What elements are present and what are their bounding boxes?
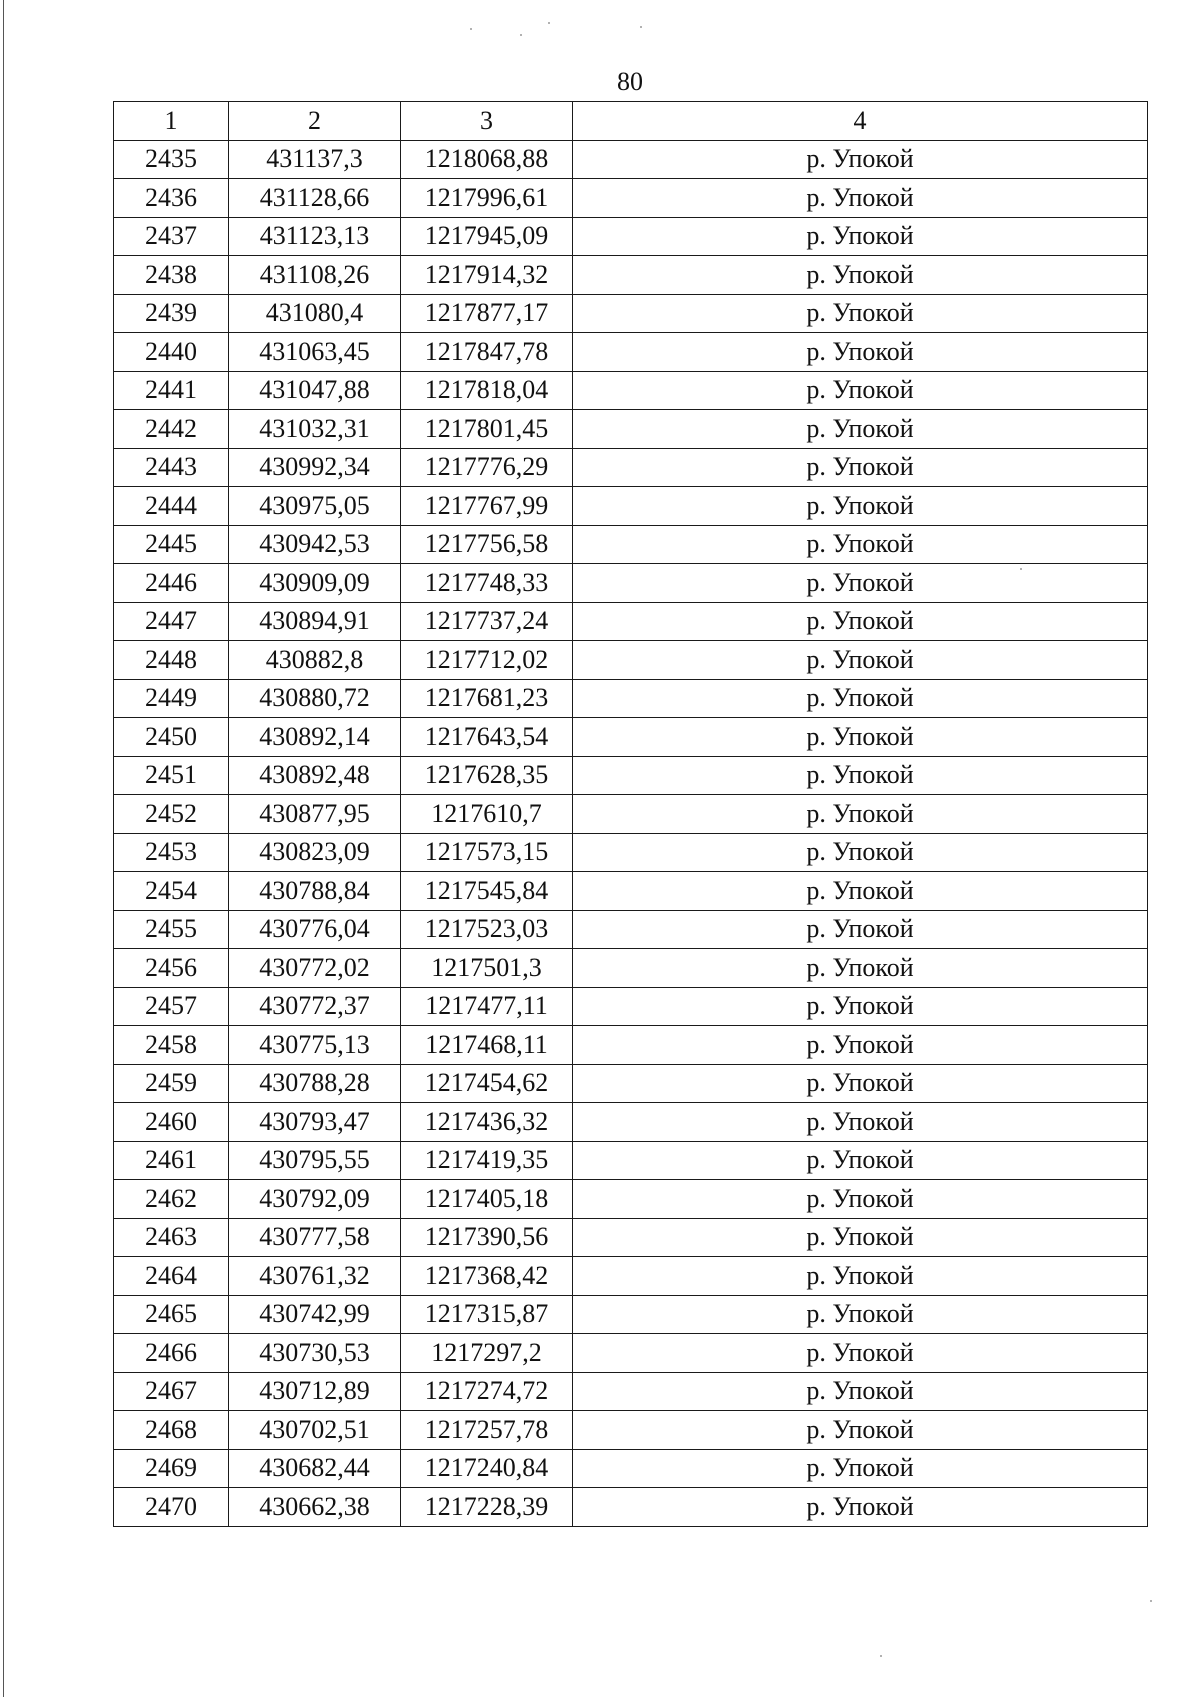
cell-description: р. Упокой bbox=[573, 641, 1148, 680]
table-row bbox=[114, 371, 1148, 410]
cell-y-coordinate: 1217628,35 bbox=[401, 756, 573, 795]
cell-description: р. Упокой bbox=[573, 1372, 1148, 1411]
cell-x-coordinate: 430975,05 bbox=[229, 487, 401, 526]
cell-y-coordinate: 1217610,7 bbox=[401, 795, 573, 834]
cell-description: р. Упокой bbox=[573, 987, 1148, 1026]
header-cell-description: 4 bbox=[573, 102, 1148, 141]
coordinates-table bbox=[113, 101, 1148, 1527]
cell-x-coordinate: 430880,72 bbox=[229, 679, 401, 718]
cell-point-number: 2456 bbox=[114, 949, 229, 988]
cell-y-coordinate: 1218068,88 bbox=[401, 140, 573, 179]
table-row bbox=[114, 1411, 1148, 1450]
cell-description: р. Упокой bbox=[573, 1488, 1148, 1527]
cell-description: р. Упокой bbox=[573, 140, 1148, 179]
table-row bbox=[114, 756, 1148, 795]
cell-x-coordinate: 430702,51 bbox=[229, 1411, 401, 1450]
table-row bbox=[114, 833, 1148, 872]
cell-point-number: 2448 bbox=[114, 641, 229, 680]
page-number: 80 bbox=[617, 67, 643, 96]
table-row bbox=[114, 410, 1148, 449]
table-row bbox=[114, 1334, 1148, 1373]
cell-description: р. Упокой bbox=[573, 1026, 1148, 1065]
table-row bbox=[114, 217, 1148, 256]
cell-x-coordinate: 431108,26 bbox=[229, 256, 401, 295]
cell-y-coordinate: 1217436,32 bbox=[401, 1103, 573, 1142]
table-row bbox=[114, 1372, 1148, 1411]
cell-y-coordinate: 1217748,33 bbox=[401, 564, 573, 603]
cell-description: р. Упокой bbox=[573, 1334, 1148, 1373]
table-row bbox=[114, 910, 1148, 949]
cell-x-coordinate: 430877,95 bbox=[229, 795, 401, 834]
cell-x-coordinate: 430882,8 bbox=[229, 641, 401, 680]
table-row bbox=[114, 1103, 1148, 1142]
table-row bbox=[114, 987, 1148, 1026]
cell-point-number: 2468 bbox=[114, 1411, 229, 1450]
cell-description: р. Упокой bbox=[573, 756, 1148, 795]
cell-y-coordinate: 1217847,78 bbox=[401, 333, 573, 372]
cell-point-number: 2446 bbox=[114, 564, 229, 603]
scan-speck bbox=[520, 34, 522, 36]
cell-point-number: 2461 bbox=[114, 1141, 229, 1180]
cell-y-coordinate: 1217643,54 bbox=[401, 718, 573, 757]
scan-speck bbox=[640, 26, 642, 28]
cell-point-number: 2443 bbox=[114, 448, 229, 487]
table-row bbox=[114, 1488, 1148, 1527]
cell-description: р. Упокой bbox=[573, 487, 1148, 526]
cell-x-coordinate: 430788,84 bbox=[229, 872, 401, 911]
table-row bbox=[114, 1064, 1148, 1103]
table-row bbox=[114, 1141, 1148, 1180]
cell-x-coordinate: 430792,09 bbox=[229, 1180, 401, 1219]
cell-description: р. Упокой bbox=[573, 1218, 1148, 1257]
cell-y-coordinate: 1217315,87 bbox=[401, 1295, 573, 1334]
cell-description: р. Упокой bbox=[573, 371, 1148, 410]
cell-y-coordinate: 1217501,3 bbox=[401, 949, 573, 988]
cell-y-coordinate: 1217368,42 bbox=[401, 1257, 573, 1296]
cell-description: р. Упокой bbox=[573, 410, 1148, 449]
table-row bbox=[114, 872, 1148, 911]
cell-y-coordinate: 1217681,23 bbox=[401, 679, 573, 718]
cell-y-coordinate: 1217405,18 bbox=[401, 1180, 573, 1219]
cell-point-number: 2458 bbox=[114, 1026, 229, 1065]
cell-point-number: 2435 bbox=[114, 140, 229, 179]
cell-y-coordinate: 1217801,45 bbox=[401, 410, 573, 449]
cell-point-number: 2441 bbox=[114, 371, 229, 410]
table-row bbox=[114, 1218, 1148, 1257]
cell-x-coordinate: 431137,3 bbox=[229, 140, 401, 179]
cell-description: р. Упокой bbox=[573, 564, 1148, 603]
cell-x-coordinate: 430795,55 bbox=[229, 1141, 401, 1180]
cell-point-number: 2450 bbox=[114, 718, 229, 757]
cell-x-coordinate: 430761,32 bbox=[229, 1257, 401, 1296]
cell-point-number: 2439 bbox=[114, 294, 229, 333]
cell-description: р. Упокой bbox=[573, 795, 1148, 834]
table-row bbox=[114, 795, 1148, 834]
cell-x-coordinate: 431047,88 bbox=[229, 371, 401, 410]
cell-point-number: 2451 bbox=[114, 756, 229, 795]
cell-y-coordinate: 1217274,72 bbox=[401, 1372, 573, 1411]
cell-x-coordinate: 430909,09 bbox=[229, 564, 401, 603]
cell-description: р. Упокой bbox=[573, 872, 1148, 911]
cell-x-coordinate: 430775,13 bbox=[229, 1026, 401, 1065]
cell-x-coordinate: 430892,48 bbox=[229, 756, 401, 795]
cell-x-coordinate: 430742,99 bbox=[229, 1295, 401, 1334]
cell-description: р. Упокой bbox=[573, 217, 1148, 256]
cell-y-coordinate: 1217767,99 bbox=[401, 487, 573, 526]
cell-x-coordinate: 430892,14 bbox=[229, 718, 401, 757]
cell-description: р. Упокой bbox=[573, 1103, 1148, 1142]
cell-y-coordinate: 1217914,32 bbox=[401, 256, 573, 295]
cell-point-number: 2453 bbox=[114, 833, 229, 872]
cell-point-number: 2469 bbox=[114, 1449, 229, 1488]
cell-y-coordinate: 1217240,84 bbox=[401, 1449, 573, 1488]
cell-description: р. Упокой bbox=[573, 1064, 1148, 1103]
cell-x-coordinate: 430712,89 bbox=[229, 1372, 401, 1411]
cell-y-coordinate: 1217712,02 bbox=[401, 641, 573, 680]
scan-speck bbox=[470, 28, 472, 30]
table-row bbox=[114, 1180, 1148, 1219]
cell-point-number: 2464 bbox=[114, 1257, 229, 1296]
table-row bbox=[114, 1026, 1148, 1065]
cell-x-coordinate: 430772,02 bbox=[229, 949, 401, 988]
cell-description: р. Упокой bbox=[573, 256, 1148, 295]
cell-y-coordinate: 1217523,03 bbox=[401, 910, 573, 949]
cell-point-number: 2465 bbox=[114, 1295, 229, 1334]
cell-point-number: 2460 bbox=[114, 1103, 229, 1142]
cell-description: р. Упокой bbox=[573, 294, 1148, 333]
table-row bbox=[114, 140, 1148, 179]
cell-point-number: 2436 bbox=[114, 179, 229, 218]
cell-point-number: 2463 bbox=[114, 1218, 229, 1257]
cell-description: р. Упокой bbox=[573, 949, 1148, 988]
cell-point-number: 2455 bbox=[114, 910, 229, 949]
cell-y-coordinate: 1217477,11 bbox=[401, 987, 573, 1026]
cell-y-coordinate: 1217756,58 bbox=[401, 525, 573, 564]
cell-x-coordinate: 430793,47 bbox=[229, 1103, 401, 1142]
cell-description: р. Упокой bbox=[573, 333, 1148, 372]
cell-x-coordinate: 430942,53 bbox=[229, 525, 401, 564]
table-row bbox=[114, 1257, 1148, 1296]
cell-description: р. Упокой bbox=[573, 1141, 1148, 1180]
cell-description: р. Упокой bbox=[573, 1180, 1148, 1219]
table-row bbox=[114, 256, 1148, 295]
table-row bbox=[114, 602, 1148, 641]
cell-description: р. Упокой bbox=[573, 1411, 1148, 1450]
cell-x-coordinate: 430682,44 bbox=[229, 1449, 401, 1488]
cell-y-coordinate: 1217776,29 bbox=[401, 448, 573, 487]
cell-x-coordinate: 430730,53 bbox=[229, 1334, 401, 1373]
cell-description: р. Упокой bbox=[573, 1295, 1148, 1334]
cell-description: р. Упокой bbox=[573, 718, 1148, 757]
table-row bbox=[114, 679, 1148, 718]
cell-description: р. Упокой bbox=[573, 525, 1148, 564]
header-cell-y: 3 bbox=[401, 102, 573, 141]
header-cell-x: 2 bbox=[229, 102, 401, 141]
cell-point-number: 2457 bbox=[114, 987, 229, 1026]
cell-y-coordinate: 1217737,24 bbox=[401, 602, 573, 641]
table-row bbox=[114, 718, 1148, 757]
cell-point-number: 2452 bbox=[114, 795, 229, 834]
cell-x-coordinate: 430992,34 bbox=[229, 448, 401, 487]
cell-y-coordinate: 1217468,11 bbox=[401, 1026, 573, 1065]
cell-y-coordinate: 1217877,17 bbox=[401, 294, 573, 333]
cell-x-coordinate: 431123,13 bbox=[229, 217, 401, 256]
cell-x-coordinate: 431080,4 bbox=[229, 294, 401, 333]
cell-x-coordinate: 430777,58 bbox=[229, 1218, 401, 1257]
cell-point-number: 2449 bbox=[114, 679, 229, 718]
cell-y-coordinate: 1217228,39 bbox=[401, 1488, 573, 1527]
coordinates-table-body bbox=[114, 102, 1148, 1527]
cell-x-coordinate: 430776,04 bbox=[229, 910, 401, 949]
cell-point-number: 2445 bbox=[114, 525, 229, 564]
cell-y-coordinate: 1217454,62 bbox=[401, 1064, 573, 1103]
cell-y-coordinate: 1217257,78 bbox=[401, 1411, 573, 1450]
cell-point-number: 2447 bbox=[114, 602, 229, 641]
cell-description: р. Упокой bbox=[573, 910, 1148, 949]
table-row bbox=[114, 333, 1148, 372]
cell-y-coordinate: 1217390,56 bbox=[401, 1218, 573, 1257]
cell-y-coordinate: 1217945,09 bbox=[401, 217, 573, 256]
table-row bbox=[114, 487, 1148, 526]
table-header-row bbox=[114, 102, 1148, 141]
cell-description: р. Упокой bbox=[573, 448, 1148, 487]
cell-x-coordinate: 431063,45 bbox=[229, 333, 401, 372]
cell-y-coordinate: 1217573,15 bbox=[401, 833, 573, 872]
scan-speck bbox=[548, 22, 550, 24]
cell-point-number: 2470 bbox=[114, 1488, 229, 1527]
cell-x-coordinate: 430823,09 bbox=[229, 833, 401, 872]
cell-description: р. Упокой bbox=[573, 833, 1148, 872]
table-row bbox=[114, 294, 1148, 333]
cell-point-number: 2462 bbox=[114, 1180, 229, 1219]
cell-y-coordinate: 1217297,2 bbox=[401, 1334, 573, 1373]
cell-x-coordinate: 431128,66 bbox=[229, 179, 401, 218]
cell-y-coordinate: 1217818,04 bbox=[401, 371, 573, 410]
cell-description: р. Упокой bbox=[573, 179, 1148, 218]
cell-point-number: 2444 bbox=[114, 487, 229, 526]
header-cell-point: 1 bbox=[114, 102, 229, 141]
cell-point-number: 2454 bbox=[114, 872, 229, 911]
cell-x-coordinate: 431032,31 bbox=[229, 410, 401, 449]
cell-y-coordinate: 1217545,84 bbox=[401, 872, 573, 911]
cell-point-number: 2459 bbox=[114, 1064, 229, 1103]
table-row bbox=[114, 179, 1148, 218]
cell-x-coordinate: 430772,37 bbox=[229, 987, 401, 1026]
cell-point-number: 2438 bbox=[114, 256, 229, 295]
cell-y-coordinate: 1217419,35 bbox=[401, 1141, 573, 1180]
cell-point-number: 2437 bbox=[114, 217, 229, 256]
cell-description: р. Упокой bbox=[573, 1257, 1148, 1296]
table-row bbox=[114, 641, 1148, 680]
cell-x-coordinate: 430662,38 bbox=[229, 1488, 401, 1527]
cell-description: р. Упокой bbox=[573, 679, 1148, 718]
scan-speck bbox=[880, 1655, 882, 1657]
table-row bbox=[114, 564, 1148, 603]
table-row bbox=[114, 448, 1148, 487]
table-row bbox=[114, 1295, 1148, 1334]
page-edge-line bbox=[3, 0, 4, 1697]
cell-description: р. Упокой bbox=[573, 602, 1148, 641]
table-row bbox=[114, 525, 1148, 564]
cell-point-number: 2467 bbox=[114, 1372, 229, 1411]
cell-y-coordinate: 1217996,61 bbox=[401, 179, 573, 218]
cell-point-number: 2466 bbox=[114, 1334, 229, 1373]
cell-x-coordinate: 430894,91 bbox=[229, 602, 401, 641]
table-row bbox=[114, 949, 1148, 988]
cell-description: р. Упокой bbox=[573, 1449, 1148, 1488]
table-row bbox=[114, 1449, 1148, 1488]
cell-point-number: 2440 bbox=[114, 333, 229, 372]
cell-point-number: 2442 bbox=[114, 410, 229, 449]
cell-x-coordinate: 430788,28 bbox=[229, 1064, 401, 1103]
scan-speck bbox=[1150, 1600, 1152, 1602]
